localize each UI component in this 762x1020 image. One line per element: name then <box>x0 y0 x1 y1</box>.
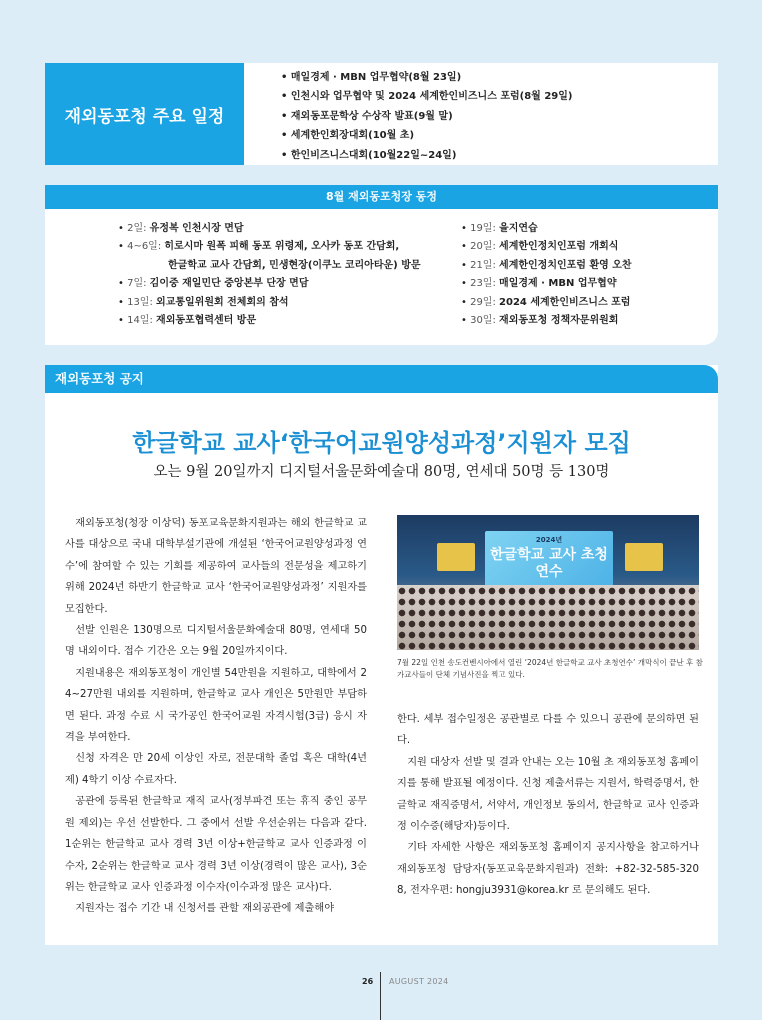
activity-item: • 23일: 매일경제 · MBN 업무협약 <box>461 275 632 293</box>
notice-section-title: 재외동포청 공지 <box>45 365 718 393</box>
activity-item: • 4~6일: 히로시마 원폭 피해 동포 위령제, 오사카 동포 간담회, 한글학교 교사 간담회, 민생현장(이쿠노 코리아타운) 방문 <box>118 238 421 275</box>
article-subheadline: 오는 9월 20일까지 디지털서울문화예술대 80명, 연세대 50명 등 130명 <box>153 464 610 480</box>
footer-divider <box>380 972 381 1020</box>
article-paragraph: 지원내용은 재외동포청이 개인별 54만원을 지원하고, 대학에서 24~27만원 내외를 지원하며, 한글학교 교사 개인은 5만원만 부담하면 된다. 과정 수료 시 국가공인 한국어교원 자격시험(3급) 응시 자격을 부여한다. <box>65 667 367 744</box>
photo-crowd <box>397 585 699 650</box>
schedule-item: • 세계한인회장대회(10월 초) <box>281 126 572 145</box>
article-body-right <box>397 709 699 902</box>
schedule-item: • 재외동포문학상 수상작 발표(9월 말) <box>281 107 572 126</box>
activity-item: • 13일: 외교통일위원회 전체회의 참석 <box>118 294 421 312</box>
activity-item: • 19일: 을지연습 <box>461 220 632 238</box>
photo-banner-year: 2024년 <box>535 536 563 544</box>
schedule-list <box>281 68 572 165</box>
article-paragraph: 기타 자세한 사항은 재외동포청 홈페이지 공지사항을 참고하거나 재외동포청 담당자(동포교육문화지원과) 전화: +82-32-585-3208, 전자우편: hongju3931@korea.kr 로 문의해도 된다. <box>397 842 699 897</box>
photo-side-banner <box>625 543 663 571</box>
activity-item: • 29일: 2024 세계한인비즈니스 포럼 <box>461 294 632 312</box>
article-paragraph: 공관에 등록된 한글학교 재직 교사(정부파견 또는 휴직 중인 공무원 제외)는 우선 선발한다. 그 중에서 선발 우선순위는 다음과 같다. 1순위는 한글학교 교사 경력 3년 이상+한글학교 교사 인증과정 이수자, 2순위는 한글학교 교사 경력 3년 이상(경력이 많은 교사), 3순위는 한글학교 교사 인증과정 이수자(이수과정 많은 교사)다. <box>65 796 367 893</box>
schedule-box <box>45 63 718 165</box>
article-headline: 한글학교 교사‘한국어교원양성과정’지원자 모집 <box>132 429 631 457</box>
article-paragraph: 재외동포청(청장 이상덕) 동포교육문화지원과는 해외 한글학교 교사를 대상으로 국내 대학부설기관에 개설된 ‘한국어교원양성과정 연수’에 참여할 수 있는 기회를 제공하여 교사들의 전문성을 제고하기 위해 2024년 하반기 한글학교 교사 ‘한국어교원양성과정’ 지원자를 모집한다. <box>65 518 367 615</box>
activity-item: • 7일: 김이중 재일민단 중앙본부 단장 면담 <box>118 275 421 293</box>
activity-item: • 2일: 유정복 인천시장 면담 <box>118 220 421 238</box>
schedule-item: • 한인비즈니스대회(10월22일~24일) <box>281 146 572 165</box>
article-paragraph: 지원자는 접수 기간 내 신청서를 관할 재외공관에 제출해야 <box>75 903 335 915</box>
page-number: 26 <box>362 977 374 986</box>
august-list-right <box>461 220 632 330</box>
article-paragraph: 지원 대상자 선발 및 결과 안내는 오는 10월 초 재외동포청 홈페이지를 통해 발표될 예정이다. 신청 제출서류는 지원서, 학력증명서, 한글학교 재직증명서, 서약서, 개인정보 동의서, 한글학교 교사 인증과정 이수증(해당자)등이다. <box>397 756 699 833</box>
activity-item: • 21일: 세계한인정치인포럼 환영 오찬 <box>461 257 632 275</box>
activity-item: • 14일: 재외동포협력센터 방문 <box>118 312 421 330</box>
schedule-title: 재외동포청 주요 일정 <box>45 63 244 165</box>
august-list-left <box>118 220 421 330</box>
activity-item: • 20일: 세계한인정치인포럼 개회식 <box>461 238 632 256</box>
photo-banner-title: 한글학교 교사 초청연수 <box>490 547 608 580</box>
article-paragraph: 한다. 세부 접수일정은 공관별로 다를 수 있으니 공관에 문의하면 된다. <box>397 714 699 747</box>
article-body-left <box>65 513 367 920</box>
august-activity-box <box>45 185 718 345</box>
article-paragraph: 선발 인원은 130명으로 디지털서울문화예술대 80명, 연세대 50명 내외이다. 접수 기간은 오는 9월 20일까지이다. <box>65 625 367 658</box>
article-paragraph: 신청 자격은 만 20세 이상인 자로, 전문대학 졸업 혹은 대학(4년제) 4학기 이상 수료자다. <box>65 753 367 786</box>
august-title: 8월 재외동포청장 동정 <box>45 185 718 209</box>
activity-item: • 30일: 재외동포청 정책자문위원회 <box>461 312 632 330</box>
photo-caption: 7월 22일 인천 송도컨벤시아에서 열린 ‘2024년 한글학교 교사 초청연수’ 개막식이 끝난 후 참가교사들이 단체 기념사진을 찍고 있다. <box>397 658 703 679</box>
group-photo <box>397 515 699 650</box>
schedule-item: • 매일경제 · MBN 업무협약(8월 23일) <box>281 68 572 87</box>
notice-section <box>45 365 718 945</box>
issue-label: AUGUST 2024 <box>389 977 449 986</box>
photo-side-banner <box>437 543 475 571</box>
schedule-item: • 인천시와 업무협약 및 2024 세계한인비즈니스 포럼(8월 29일) <box>281 87 572 106</box>
